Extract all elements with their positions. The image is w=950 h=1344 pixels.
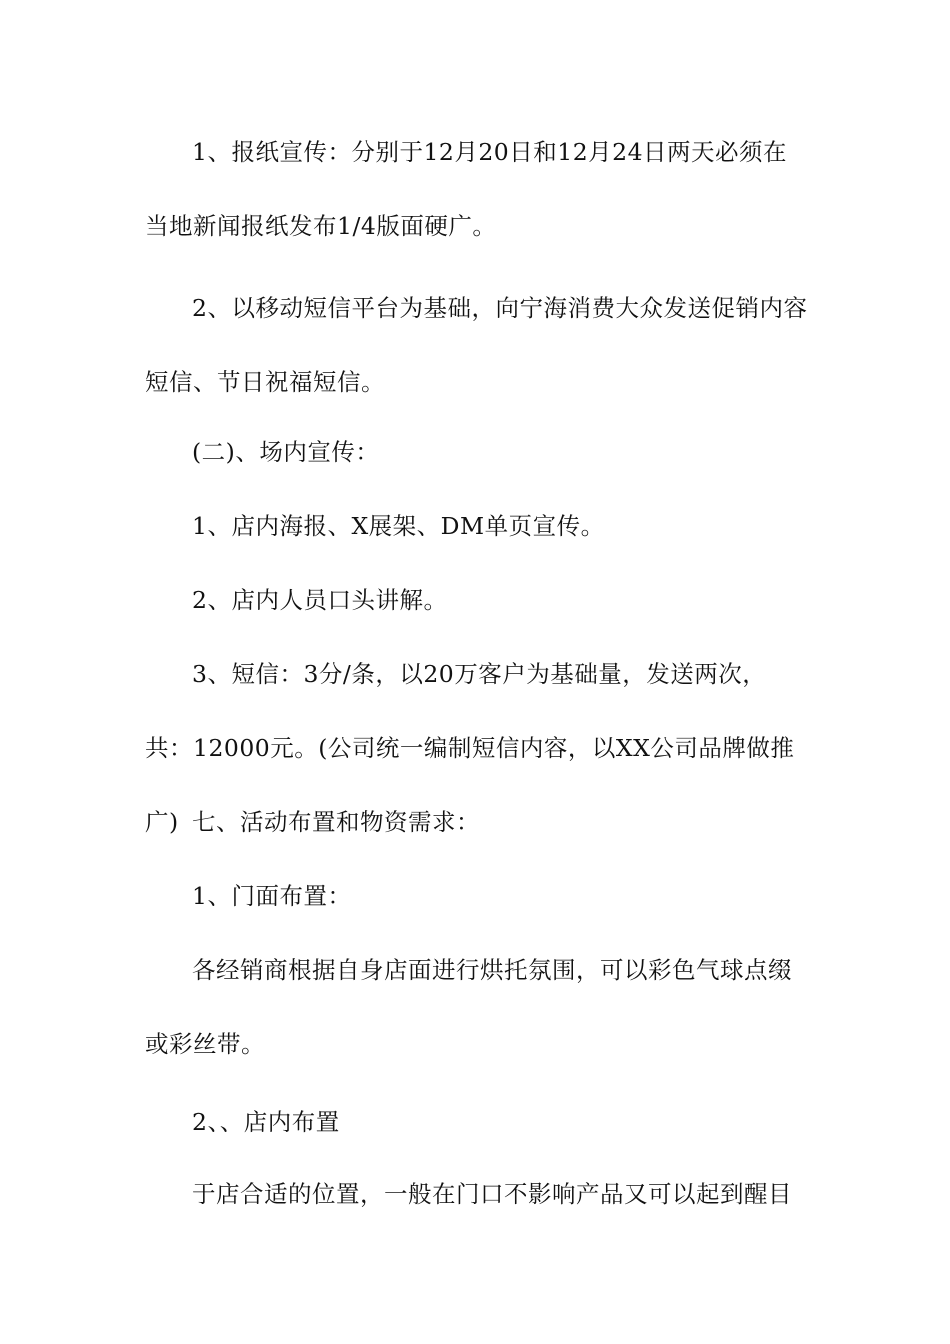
paragraph-in-store-promo-heading: (二)、场内宣传： bbox=[192, 438, 380, 466]
paragraph-sms-platform: 2、以移动短信平台为基础，向宁海消费大众发送促销内容短信、节日祝福短信。 bbox=[145, 294, 808, 396]
paragraph-store-posters: 1、店内海报、X展架、DM单页宣传。 bbox=[192, 512, 605, 540]
paragraph-placement: 于店合适的位置，一般在门口不影响产品又可以起到醒目 bbox=[192, 1180, 792, 1208]
paragraph-section-seven-heading: 七、活动布置和物资需求： bbox=[192, 808, 480, 836]
paragraph-staff-explanation: 2、店内人员口头讲解。 bbox=[192, 586, 448, 614]
paragraph-dealer-decoration: 各经销商根据自身店面进行烘托氛围，可以彩色气球点缀或彩丝带。 bbox=[145, 956, 792, 1058]
paragraph-sms-cost: 3、短信：3分/条，以20万客户为基础量，发送两次，共：12000元。(公司统一编制短信内容，以XX公司品牌做推广) bbox=[145, 660, 795, 836]
paragraph-newspaper-ad: 1、报纸宣传：分别于12月20日和12月24日两天必须在当地新闻报纸发布1/4版面硬广。 bbox=[145, 138, 788, 240]
paragraph-storefront-layout: 1、门面布置： bbox=[192, 882, 352, 910]
paragraph-in-store-layout: 2、、店内布置 bbox=[192, 1108, 340, 1136]
